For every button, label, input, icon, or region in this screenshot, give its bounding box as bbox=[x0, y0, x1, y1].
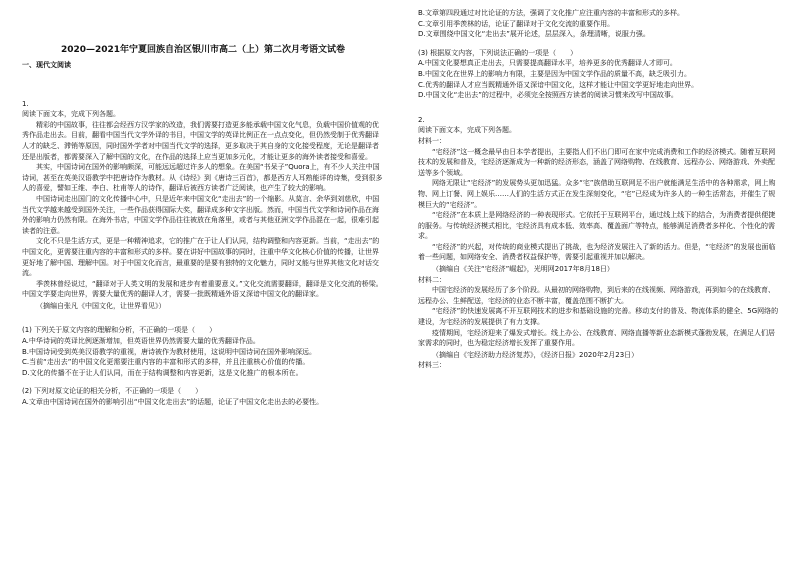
material-paragraph: “宅经济”的快速发展离不开互联网技术的进步和基础设施的完善。移动支付的普及、物流体系的健全、5G网络的建设，为宅经济的发展提供了有力支撑。 bbox=[418, 307, 779, 327]
material-source: （摘编自《关注“宅经济”崛起》，光明网2017年8月18日） bbox=[432, 265, 614, 274]
material-paragraph: 中国宅经济的发展经历了多个阶段。从最初的网络购物，到后来的在线视频、网络游戏，再到如今的在线教育、远程办公、生鲜配送，宅经济的业态不断丰富，覆盖范围不断扩大。 bbox=[418, 286, 775, 305]
material-source: （摘编自《宅经济助力经济复苏》，《经济日报》2020年2月23日） bbox=[432, 350, 639, 359]
left-column bbox=[22, 8, 384, 408]
passage-paragraph: 中国诗词走出国门的文化传播中心中，只是近年来中国文化“走出去”的一个缩影。从莫言、余华到刘慈欣，中国当代文学越来越受到国外关注，一些作品获得国际大奖，翻译成多种文字出版。然而，中国当代文学和诗词作品在海外的影响力仍然有限。在海外书店，中国文学作品往往被放在角落里，或者与其他亚洲文学作品混在一起，很难引起读者的注意。 bbox=[22, 194, 380, 235]
answer-option: C.当前“走出去”的中国文化更需要注重内容的丰富和形式的多样，并且注重核心价值的传播。 bbox=[22, 358, 310, 367]
material-paragraph: 网络无限让“宅经济”的发展势头更加迅猛。众多“宅”族借助互联网足不出户就能满足生活中的各种需求，网上购物、网上订餐、网上娱乐……人们的生活方式正在发生深刻变化，“宅”已经成为许多人的一种生活常态，并催生了规模巨大的“宅经济”。 bbox=[418, 179, 776, 209]
material-label: 材料一： bbox=[418, 136, 446, 145]
material-paragraph: “宅经济”的兴起，对传统的商业模式提出了挑战，也为经济发展注入了新的活力。但是，“宅经济”的发展也面临着一些问题，如网络安全、消费者权益保护等，需要引起重视并加以解决。 bbox=[418, 242, 776, 262]
right-column bbox=[418, 8, 780, 371]
passage-paragraph: 季羡林曾经说过，“翻译对于人类文明的发展和进步有着重要意义。”文化交流需要翻译，翻译是文化交流的桥梁。中国文学要走向世界，需要大量优秀的翻译人才，需要一批既精通外语又深谙中国文化的翻译家。 bbox=[22, 279, 383, 299]
answer-option: D.中国文化“走出去”的过程中，必须完全按照西方读者的阅读习惯来改写中国故事。 bbox=[418, 91, 678, 100]
question-number: 2. bbox=[418, 115, 425, 124]
exam-title: 2020—2021年宁夏回族自治区银川市高二（上）第二次月考语文试卷 bbox=[60, 45, 346, 55]
material-paragraph: “宅经济”这一概念最早由日本学者提出，主要指人们不出门即可在家中完成消费和工作的经济模式。随着互联网技术的发展和普及，宅经济逐渐成为一种新的经济形态，涵盖了网络购物、在线教育、远程办公、网络游戏、外卖配送等多个领域。 bbox=[418, 147, 776, 177]
passage-instruction: 阅读下面文本，完成下列各题。 bbox=[418, 126, 516, 135]
passage-paragraph: 精彩的中国故事，往往都会经西方汉学家的改造，我们需要打造更多能承载中国文化气息，负载中国价值观的优秀作品走出去。目前，翻看中国当代文学外译的书目，中国文学的英译比例正在一点点变化，但仍然受制于优秀翻译人才的缺乏、滞销等原因，同时国外学者对中国当代文学的选择，更多取决于其自身的文化接受程度，无论是翻译者还是出版者，都需要深入了解中国的文化，在作品的选择上应当更加多元化，才能让更多的海外读者接受和喜爱。 bbox=[22, 120, 379, 161]
question-stem: (3) 根据原文内容，下列说法正确的一项是（ ） bbox=[418, 48, 578, 57]
answer-option: B.文章第四段通过对比论证的方法，强调了文化推广应注重内容的丰富和形式的多样。 bbox=[418, 9, 685, 17]
passage-paragraph: 文化不只是生活方式，更是一种精神追求，它的推广在于让人们认同，结构调整和内容更新。当前，“走出去”的中国文化，更需要注重内容的丰富和形式的多样。要在讲好中国故事的同时，注重中华文化核心价值的传播，让世界更好地了解中国、理解中国。对于中国文化而言，最重要的是要有独特的文化魅力，同时又能与世界其他文化对话交流。 bbox=[22, 237, 380, 278]
answer-option: A.中华诗词的英译比例逐渐增加，但英语世界仍然需要大量的优秀翻译作品。 bbox=[22, 337, 260, 346]
answer-option: C.文章引用季羡林的话，论证了翻译对于文化交流的重要作用。 bbox=[418, 19, 615, 28]
passage-source: （摘编自张凡《中国文化，让世界看见》） bbox=[36, 301, 166, 310]
question-stem: (1) 下列关于原文内容的理解和分析，不正确的一项是（ ） bbox=[22, 326, 217, 335]
answer-option: C.优秀的翻译人才应当既精通外语又深谙中国文化，这样才能让中国文学更好地走向世界。 bbox=[418, 80, 699, 89]
passage-paragraph: 其实，中国诗词在国外的影响颇深，可能远远超过许多人的想象。在美国“书呆子”Quora上，有不少人关注中国诗词，甚至在英美汉语教学中把唐诗作为教材。从《诗经》到《唐诗三百首》，都是西方人耳熟能详的诗集，受到很多人的喜爱，譬如王维、李白、杜甫等人的诗作，翻译后被西方读者广泛阅读，也产生了较大的影响。 bbox=[22, 163, 383, 193]
answer-option: D.文化的传播不在于让人们认同，而在于结构调整和内容更新，这是文化推广的根本所在。 bbox=[22, 368, 303, 377]
material-paragraph: “宅经济”在本质上是网络经济的一种表现形式。它依托于互联网平台，通过线上线下的结合，为消费者提供便捷的服务。与传统经济模式相比，宅经济具有成本低、效率高、覆盖面广等特点，能够满足消费者多样化、个性化的需求。 bbox=[418, 211, 776, 241]
answer-option: D.文章围绕中国文化“走出去”展开论述，层层深入，条理清晰，说服力强。 bbox=[418, 30, 650, 39]
question-stem: (2) 下列对原文论证的相关分析，不正确的一项是（ ） bbox=[22, 387, 203, 396]
passage-instruction: 阅读下面文本，完成下列各题。 bbox=[22, 110, 120, 119]
answer-option: B.中国诗词受到英美汉语教学的重视，唐诗被作为教材使用，这说明中国诗词在国外影响深远。 bbox=[22, 347, 317, 356]
material-label: 材料二： bbox=[418, 275, 446, 284]
answer-option: A.中国文化要想真正走出去，只需要提高翻译水平，培养更多的优秀翻译人才即可。 bbox=[418, 59, 677, 68]
material-paragraph: 疫情期间，宅经济迎来了爆发式增长。线上办公、在线教育、网络直播等新业态新模式蓬勃发展，在满足人们居家需求的同时，也为稳定经济增长发挥了重要作用。 bbox=[418, 328, 775, 348]
answer-option: B.中国文化在世界上的影响力有限，主要是因为中国文学作品的质量不高，缺乏吸引力。 bbox=[418, 69, 692, 78]
material-label: 材料三： bbox=[418, 361, 446, 370]
question-number: 1. bbox=[22, 99, 29, 108]
section-heading: 一、现代文阅读 bbox=[22, 61, 71, 69]
answer-option: A.文章由中国诗词在国外的影响引出“中国文化走出去”的话题，论证了中国文化走出去的必要性。 bbox=[22, 398, 324, 407]
